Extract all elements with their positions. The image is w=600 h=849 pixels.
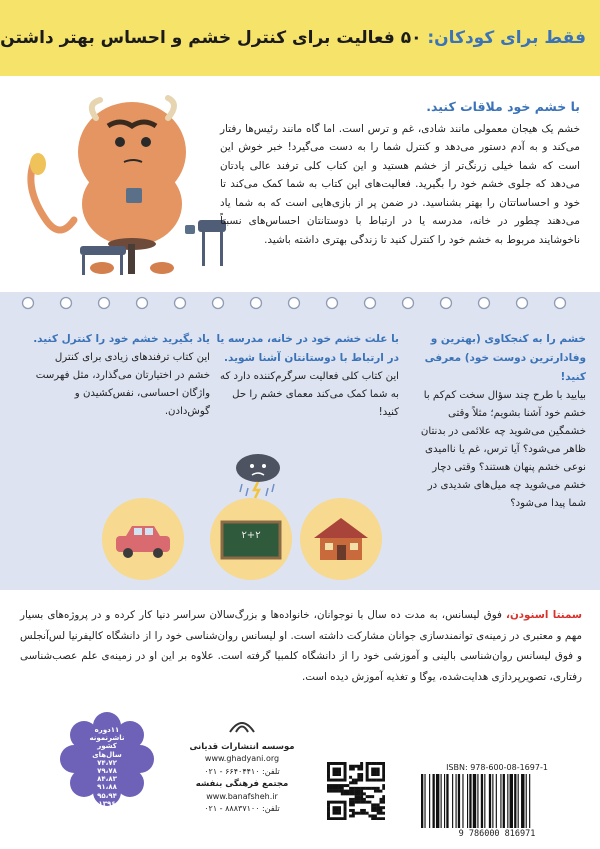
intro-body: خشم یک هیجان معمولی مانند شادی، غم و ترس است. اما گاه مانند رئیس‌ها رفتار می‌کند و به آدم دستور می‌دهد و کنترل شما را به دست می‌گیرد! خبر خوش این است که شما خیلی زرنگ‌تر از خشم هستید و این کتاب کلی ترفند عالی یادتان می‌دهد که جلوی خشم خود را بگیرید. فعالیت‌های این کتاب به شما کمک می‌کند تا خود و احساساتتان را بهتر بشناسید. در ضمن پر از بازی‌هایی است که به شما یاد می‌دهند چطور در خانه، مدرسه یا در ارتباط با دوستانتان احساس‌های نسبتاً ناخوشایند مربوط به خشم خود را کنترل کنید تا زندگی بهتری داشته باشید. bbox=[220, 122, 580, 246]
publisher-phone: تلفن: ۶۶۴۰۴۴۱۰ - ۰۲۱ bbox=[204, 766, 280, 776]
publisher-name: موسسه انتشارات قدیانی bbox=[189, 741, 295, 752]
publisher-name-secondary: مجتمع فرهنگی بنفشه bbox=[195, 779, 289, 789]
award-year: ۷۹،۷۸ bbox=[97, 767, 117, 776]
feature-heading-curiosity: خشم را به کنجکاوی (بهترین و وفادارترین دوست خود) معرفی کنید! bbox=[424, 333, 586, 383]
feature-body-control: این کتاب ترفندهای زیادی برای کنترل خشم در اختیارتان می‌گذارد، مثل فهرست واژگان احساسی، نفس‌کشیدن و گوش‌دادن. bbox=[35, 352, 210, 417]
feature-heading-control: یاد بگیرید خشم خود را کنترل کنید. bbox=[33, 333, 210, 345]
publisher-award-badge bbox=[60, 712, 154, 806]
car-illustration bbox=[102, 498, 184, 580]
barcode-number: 9 786000 816971 bbox=[458, 829, 536, 839]
award-line3: کشور bbox=[97, 742, 117, 751]
award-year: ۷۴،۷۲ bbox=[97, 758, 117, 767]
publisher-website-secondary: www.banafsheh.ir bbox=[206, 791, 278, 801]
isbn-barcode bbox=[413, 763, 581, 841]
feature-body-curiosity: بیایید با طرح چند سؤال سخت کم‌کم با خشم خود آشنا بشویم؛ مثلاً وقتی خشمگین می‌شوید چه علائمی در بدنتان ظاهر می‌شود؟ آیا ترس، غم یا ناامیدی نوعی خشم پنهان هستند؟ وقتی دچار خشم می‌شوید چه میل‌های شدیدی در شما پیدا می‌شود؟ bbox=[420, 390, 586, 509]
publisher-logo-icon bbox=[227, 712, 257, 736]
award-line1: ۱۱دوره bbox=[94, 726, 120, 734]
qr-code bbox=[327, 762, 385, 820]
storm-cloud-icon bbox=[228, 450, 288, 500]
author-bio bbox=[20, 605, 582, 687]
feature-body-causes: این کتاب کلی فعالیت سرگرم‌کننده دارد که به شما کمک می‌کند معمای خشم را حل کنید! bbox=[219, 371, 399, 418]
house-illustration bbox=[300, 498, 382, 580]
award-year: ۸۴،۸۳ bbox=[97, 775, 117, 784]
house-icon bbox=[300, 498, 382, 580]
intro-block bbox=[220, 98, 580, 249]
monster-illustration bbox=[20, 70, 235, 285]
title-prefix: فقط برای کودکان: bbox=[427, 28, 586, 48]
car-icon bbox=[102, 498, 184, 580]
barcode-bars bbox=[419, 774, 575, 828]
intro-heading: با خشم خود ملاقات کنید. bbox=[426, 99, 580, 114]
author-bio-text: فوق لیسانس، به مدت ده سال با نوجوانان، خانواده‌ها و بزرگ‌سالان سراسر دنیا کار کرده و در پروژه‌های بسیار مهم و معتبری در زمینه‌ی توانمندسازی جوانان مشارکت داشته است. او لیسانس روان‌شناسی خود را از دانشگاه کالیفرنیا لس‌آنجلس و فوق لیسانس روان‌شناسی بالینی و آموزشی خود را از دانشگاه کلمبیا گرفته است. علاوه بر این او در زمینه‌ی علم عصب‌شناسی رفتاری، تصویرپردازی هدایت‌شده، یوگا و تغذیه آموزش دیده است. bbox=[20, 609, 582, 683]
author-name: سمنتا اسنودن، bbox=[506, 609, 583, 621]
cover-title bbox=[0, 28, 586, 48]
feature-column-control bbox=[30, 330, 210, 421]
feature-column-causes bbox=[215, 330, 399, 422]
chalkboard-text: ۲+۲ bbox=[241, 530, 261, 541]
publisher-phone-secondary: تلفن: ۸۸۸۳۷۱۰۰ - ۰۲۱ bbox=[204, 804, 280, 813]
feature-heading-causes: با علت خشم خود در خانه، مدرسه یا در ارتباط با دوستانتان آشنا شوید. bbox=[216, 333, 399, 364]
publisher-website: www.ghadyani.org bbox=[204, 754, 280, 763]
publisher-info bbox=[178, 712, 306, 816]
award-year: ۱۳۹۶ bbox=[98, 799, 116, 808]
award-year: ۹۱،۸۸ bbox=[97, 783, 117, 792]
title-rest: ۵۰ فعالیت برای کنترل خشم و احساس بهتر داشتن bbox=[0, 28, 428, 48]
award-line2: ناشرنمونه bbox=[89, 734, 125, 743]
isbn-label: ISBN: 978-600-08-1697-1 bbox=[446, 763, 548, 772]
award-year: ۹۵،۹۴ bbox=[97, 791, 117, 800]
binder-rings bbox=[0, 285, 600, 315]
chalkboard-illustration bbox=[210, 498, 292, 580]
award-years-label: سال‌های bbox=[92, 750, 122, 759]
feature-column-curiosity bbox=[408, 330, 586, 513]
